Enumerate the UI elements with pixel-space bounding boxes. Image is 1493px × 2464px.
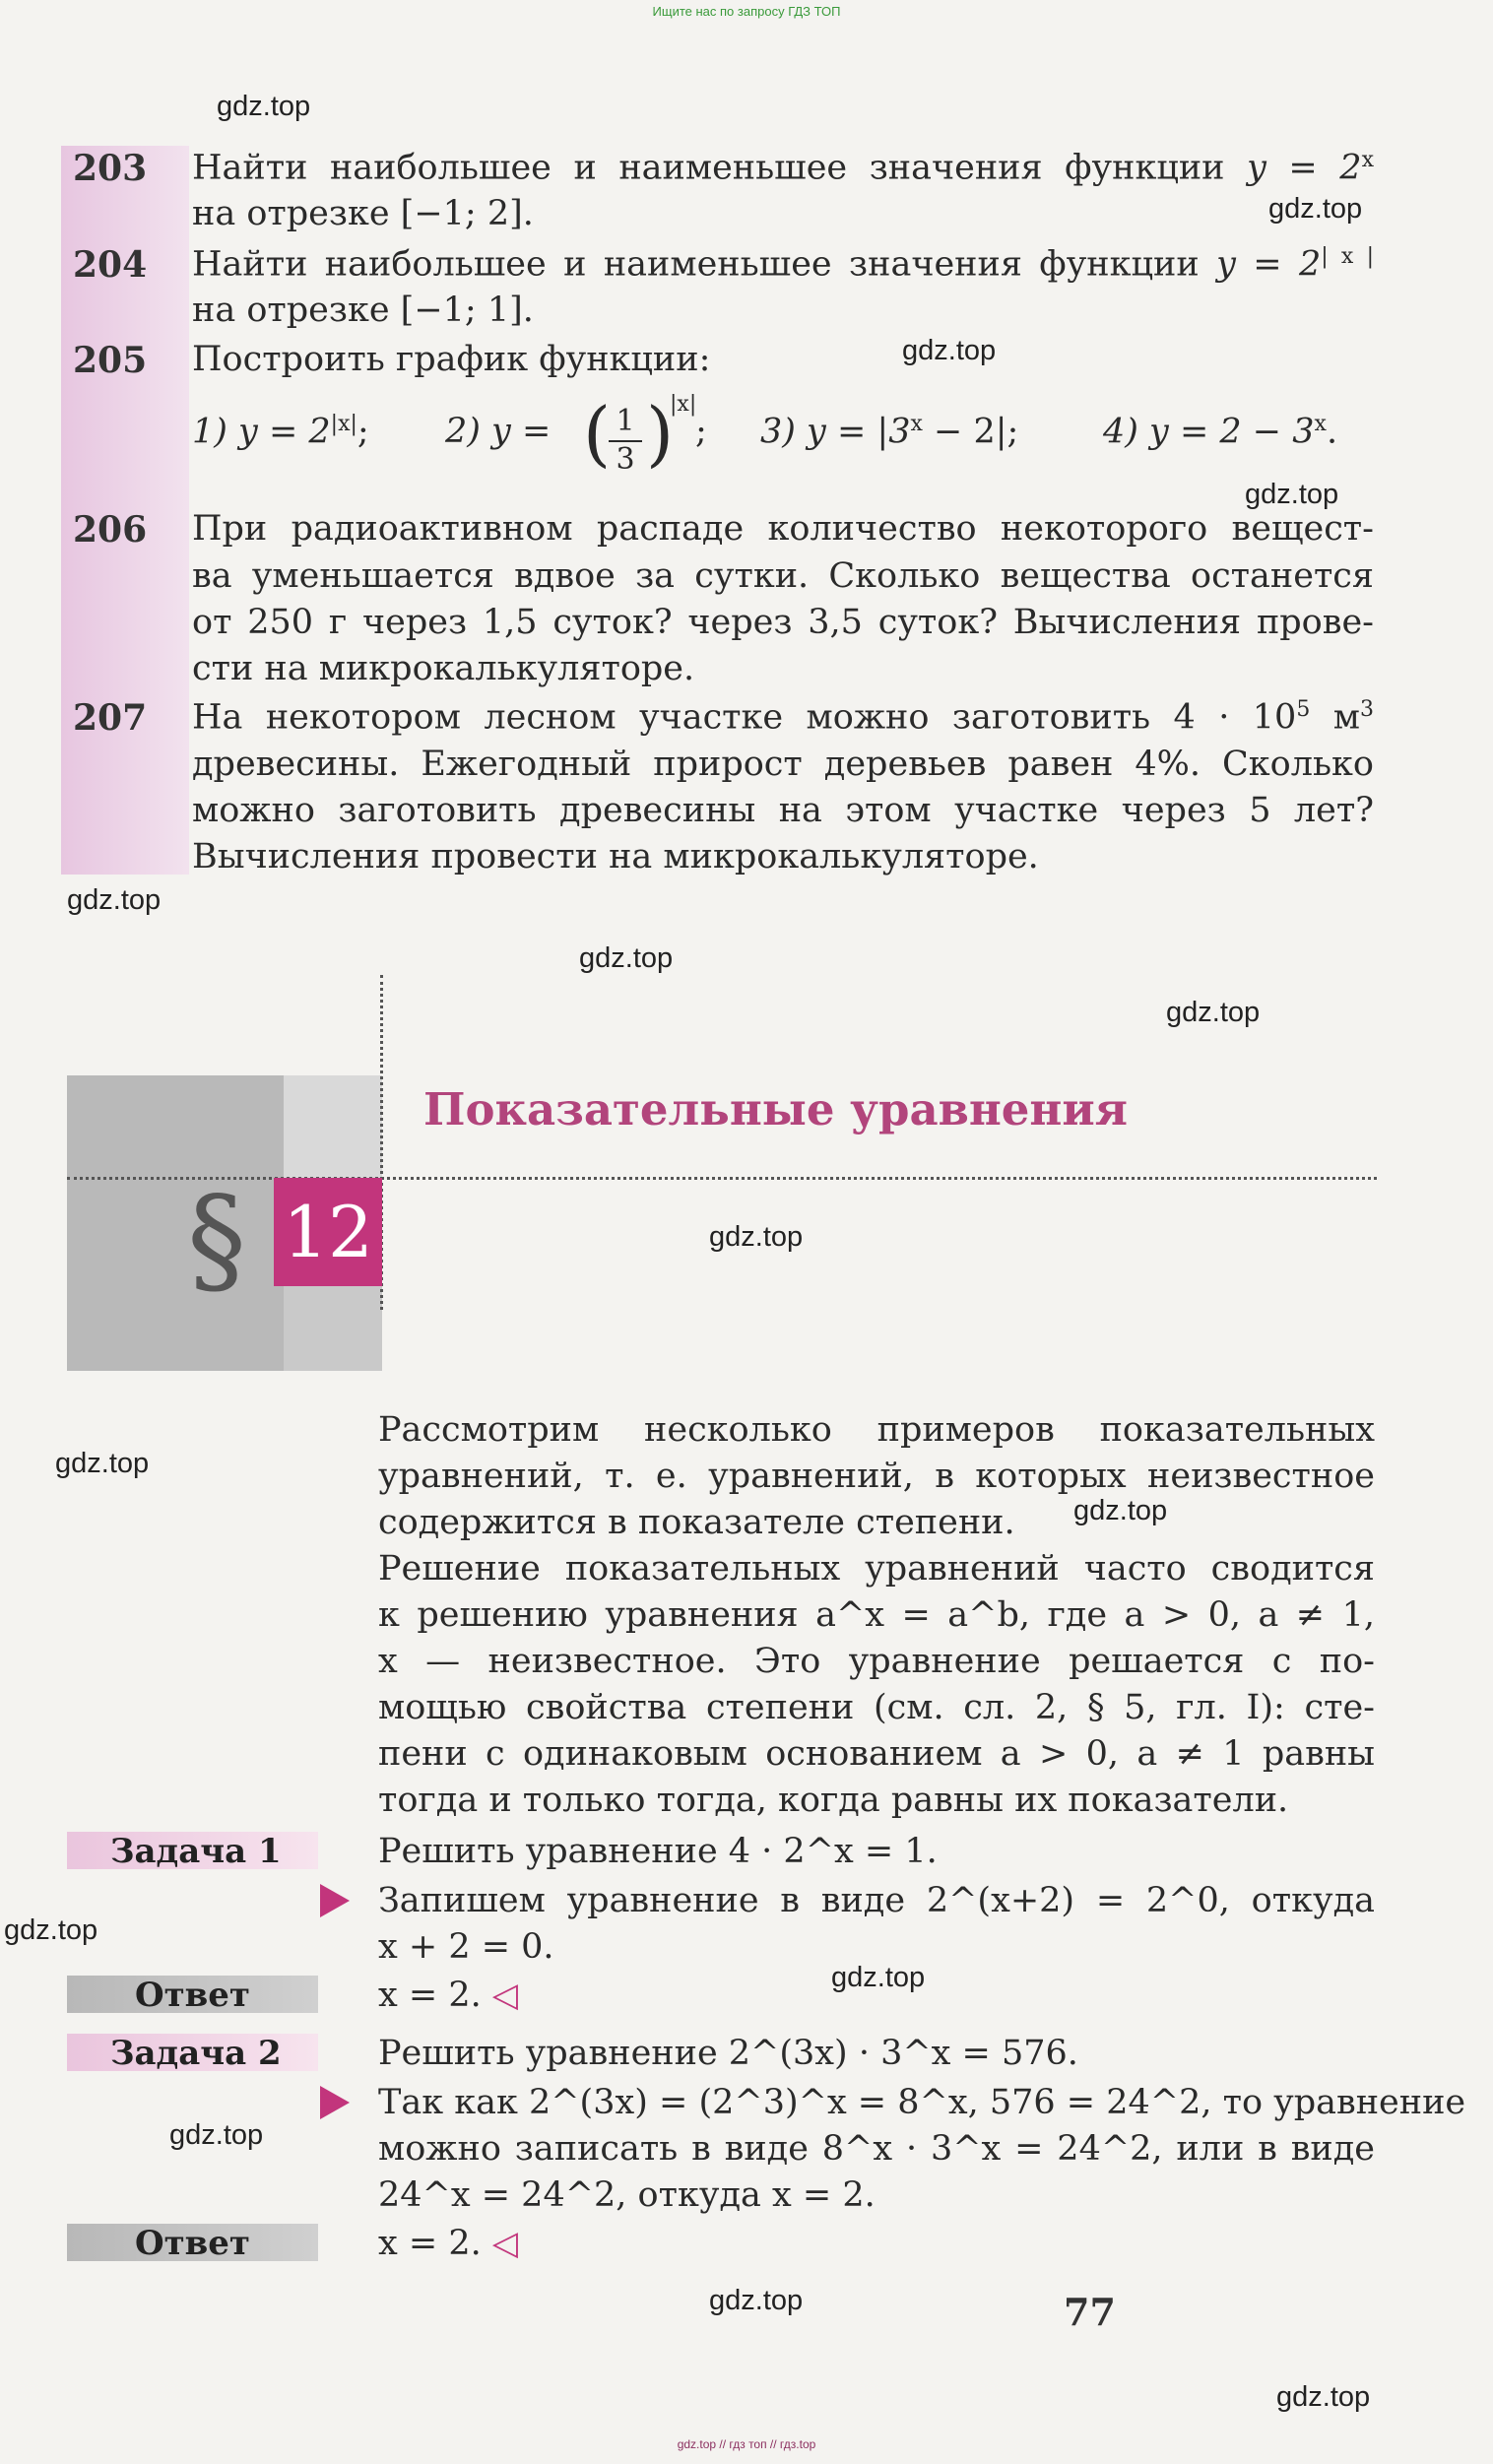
solution-start-icon [320, 1884, 350, 1917]
fraction: 1 3 [609, 404, 642, 477]
task-statement: Решить уравнение 2^(3x) · 3^x = 576. [378, 2034, 1078, 2073]
exercise-text: можно заготовить древесины на этом участке через 5 лет? [192, 791, 1374, 830]
answer-text: x = 2. ◁ [378, 1976, 519, 2015]
exercise-parts: ; [695, 412, 707, 451]
watermark: gdz.top [579, 942, 674, 974]
solution-text: можно записать в виде 8^x · 3^x = 24^2, или в виде [378, 2129, 1375, 2169]
right-paren: ) [646, 392, 675, 475]
solution-end-icon: ◁ [491, 2224, 519, 2263]
intro-text: тогда и только тогда, когда равны их показатели. [378, 1781, 1289, 1820]
exercise-text: на отрезке [−1; 2]. [192, 194, 534, 233]
section-divider [67, 1177, 1377, 1180]
exercise-number: 207 [73, 697, 148, 739]
watermark: gdz.top [709, 1221, 804, 1253]
solution-text: 24^x = 24^2, откуда x = 2. [378, 2175, 876, 2215]
solution-end-icon: ◁ [491, 1976, 519, 2015]
watermark: gdz.top [709, 2285, 804, 2316]
header-note: Ищите нас по запросу ГДЗ ТОП [652, 4, 841, 19]
section-symbol: § [187, 1172, 246, 1309]
exercise-text: Построить график функции: [192, 340, 711, 379]
page-number: 77 [1064, 2290, 1116, 2334]
exercise-text: на отрезке [−1; 1]. [192, 291, 534, 330]
intro-text: Решение показательных уравнений часто сводится [378, 1549, 1375, 1589]
exercise-parts: 4) $y = 2 - 3^x$. [1103, 412, 1338, 452]
section-decor [284, 1075, 382, 1184]
answer-label: Ответ [67, 2224, 318, 2261]
exercise-text: На некотором лесном участке можно заготовить $4 \cdot 10^5$ $м^3$ [192, 697, 1374, 738]
solution-text: Так как 2^(3x) = (2^3)^x = 8^x, 576 = 24^2, то уравнение [378, 2083, 1466, 2122]
exercise-text: При радиоактивном распаде количество некоторого вещест- [192, 509, 1374, 549]
exercise-text: древесины. Ежегодный прирост деревьев равен 4%. Сколько [192, 745, 1374, 784]
watermark: gdz.top [902, 335, 997, 366]
footer-note: gdz.top // гдз топ // гдз.top [677, 2437, 816, 2451]
watermark: gdz.top [4, 1914, 98, 1946]
watermark: gdz.top [831, 1962, 926, 1993]
answer-label: Ответ [67, 1976, 318, 2013]
watermark: gdz.top [1245, 479, 1339, 510]
intro-text: к решению уравнения a^x = a^b, где a > 0, a ≠ 1, [378, 1595, 1375, 1635]
exponent: |x| [670, 392, 697, 417]
intro-text: x — неизвестное. Это уравнение решается с по- [378, 1642, 1375, 1681]
exercise-parts: 1) $y = 2^{|x|}$; [192, 412, 369, 452]
exercise-parts: 3) $y = |3^x - 2|$; [760, 412, 1019, 452]
intro-text: пени с одинаковым основанием a > 0, a ≠ 1 равны [378, 1734, 1375, 1774]
intro-text: Рассмотрим несколько примеров показательных [378, 1410, 1375, 1450]
section-number: 12 [274, 1178, 382, 1286]
exercise-text: ва уменьшается вдвое за сутки. Сколько вещества останется [192, 556, 1374, 596]
exercise-text: Найти наибольшее и наименьшее значения функции $y = 2^x$ [192, 148, 1374, 188]
intro-text: уравнений, т. е. уравнений, в которых неизвестное [378, 1457, 1375, 1496]
watermark: gdz.top [55, 1448, 150, 1479]
task-statement: Решить уравнение 4 · 2^x = 1. [378, 1832, 938, 1871]
exercise-parts: 2) y = [445, 412, 552, 451]
watermark: gdz.top [1166, 997, 1261, 1028]
watermark: gdz.top [1073, 1495, 1168, 1526]
exercise-number: 206 [73, 509, 148, 551]
solution-start-icon [320, 2086, 350, 2119]
watermark: gdz.top [1268, 193, 1363, 225]
solution-text: Запишем уравнение в виде 2^(x+2) = 2^0, откуда [378, 1881, 1375, 1920]
task-label: Задача 1 [67, 1832, 318, 1869]
task-label: Задача 2 [67, 2034, 318, 2071]
solution-text: x + 2 = 0. [378, 1927, 554, 1967]
exercise-number: 205 [73, 340, 148, 381]
exercise-number: 203 [73, 148, 148, 189]
exercise-text: от 250 г через 1,5 суток? через 3,5 суток? Вычисления прове- [192, 603, 1374, 642]
watermark: gdz.top [217, 91, 311, 122]
section-title: Показательные уравнения [423, 1083, 1128, 1135]
answer-text: x = 2. ◁ [378, 2224, 519, 2263]
section-decor [67, 1075, 284, 1371]
watermark: gdz.top [169, 2119, 264, 2151]
intro-text: содержится в показателе степени. [378, 1503, 1015, 1542]
intro-text: мощью свойства степени (см. сл. 2, § 5, гл. I): сте- [378, 1688, 1375, 1727]
exercise-text: Вычисления провести на микрокалькуляторе. [192, 837, 1039, 876]
exercise-text: Найти наибольшее и наименьшее значения функции $y = 2^{| x |}$ [192, 244, 1374, 285]
exercise-number: 204 [73, 244, 148, 286]
watermark: gdz.top [67, 884, 162, 916]
exercise-text: сти на микрокалькуляторе. [192, 649, 695, 688]
watermark: gdz.top [1276, 2381, 1371, 2413]
left-paren: ( [583, 392, 612, 475]
